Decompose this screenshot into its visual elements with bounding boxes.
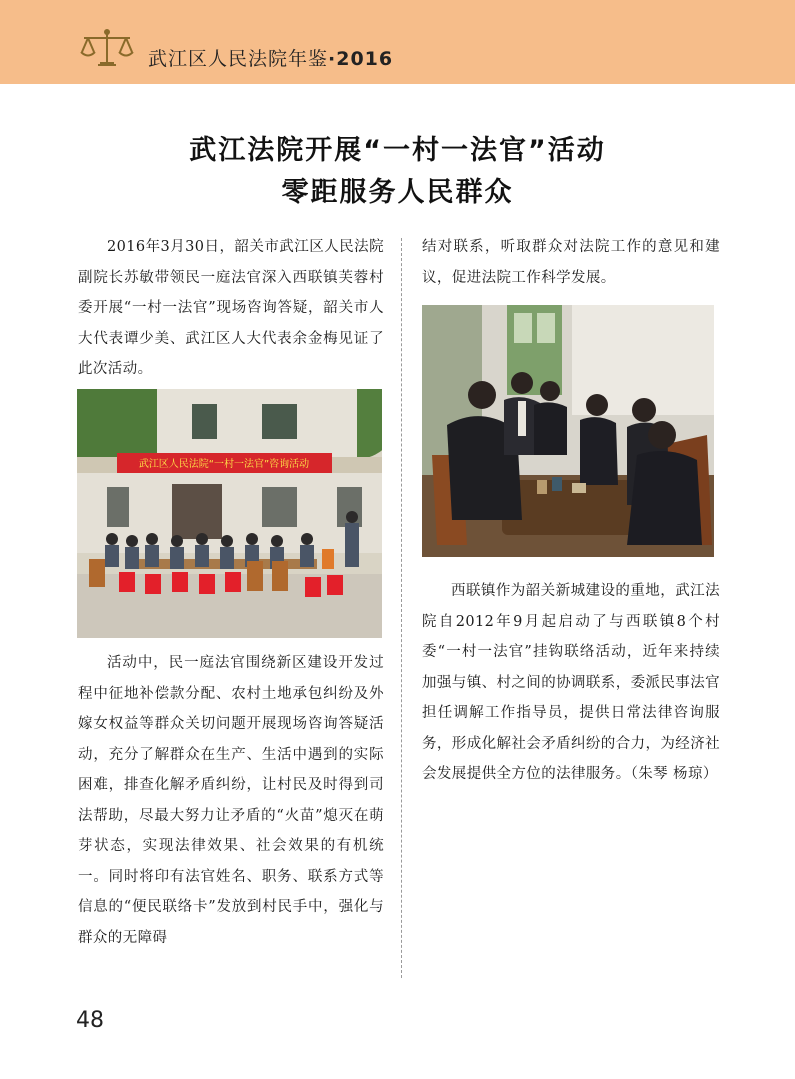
paragraph-intro: 2016年3月30日，韶关市武江区人民法院副院长苏敏带领民一庭法官深入西联镇芙蓉村委开展“一村一法官”现场咨询答疑，韶关市人大代表谭少美、武江区人大代表余金梅见证了此次活动。 [78, 239, 384, 377]
paragraph-continuation: 结对联系，听取群众对法院工作的意见和建议，促进法院工作科学发展。 [422, 239, 720, 286]
page-number: 48 [76, 1008, 104, 1033]
left-column-bottom [78, 648, 384, 953]
publication-year: ·2016 [328, 48, 394, 70]
article-title-line2: 零距服务人民群众 [281, 177, 514, 208]
right-column-bottom [422, 576, 720, 790]
photo-village-consultation [77, 389, 382, 638]
right-column-top [422, 232, 720, 293]
paragraph-activity: 活动中，民一庭法官围绕新区建设开发过程中征地补偿款分配、农村土地承包纠纷及外嫁女权益等群众关切问题开展现场咨询答疑活动，充分了解群众在生产、生活中遇到的实际困难，排查化解矛盾纠纷，让村民及时得到司法帮助，尽最大努力让矛盾的“火苗”熄灭在萌芽状态，实现法律效果、社会效果的有机统一。同时将印有法官姓名、职务、联系方式等信息的“便民联络卡”发放到村民手中，强化与群众的无障碍 [78, 655, 384, 946]
photo-meeting-room [422, 305, 714, 557]
header-band [0, 0, 795, 84]
article-title-line1: 武江法院开展“一村一法官”活动 [189, 135, 606, 166]
paragraph-background: 西联镇作为韶关新城建设的重地，武江法院自2012年9月起启动了与西联镇8个村委“一村一法官”挂钩联络活动，近年来持续加强与镇、村之间的协调联系，委派民事法官担任调解工作指导员，提供日常法律咨询服务，形成化解社会矛盾纠纷的合力，为经济社会发展提供全方位的法律服务。（朱琴 杨琼） [422, 583, 720, 782]
left-column-top [78, 232, 384, 385]
column-divider [401, 238, 402, 978]
publication-title [148, 44, 393, 71]
publication-name: 武江区人民法院年鉴 [148, 48, 329, 70]
scales-of-justice-icon [78, 26, 136, 70]
banner-text: 武江区人民法院“一村一法官”咨询活动 [138, 459, 310, 470]
